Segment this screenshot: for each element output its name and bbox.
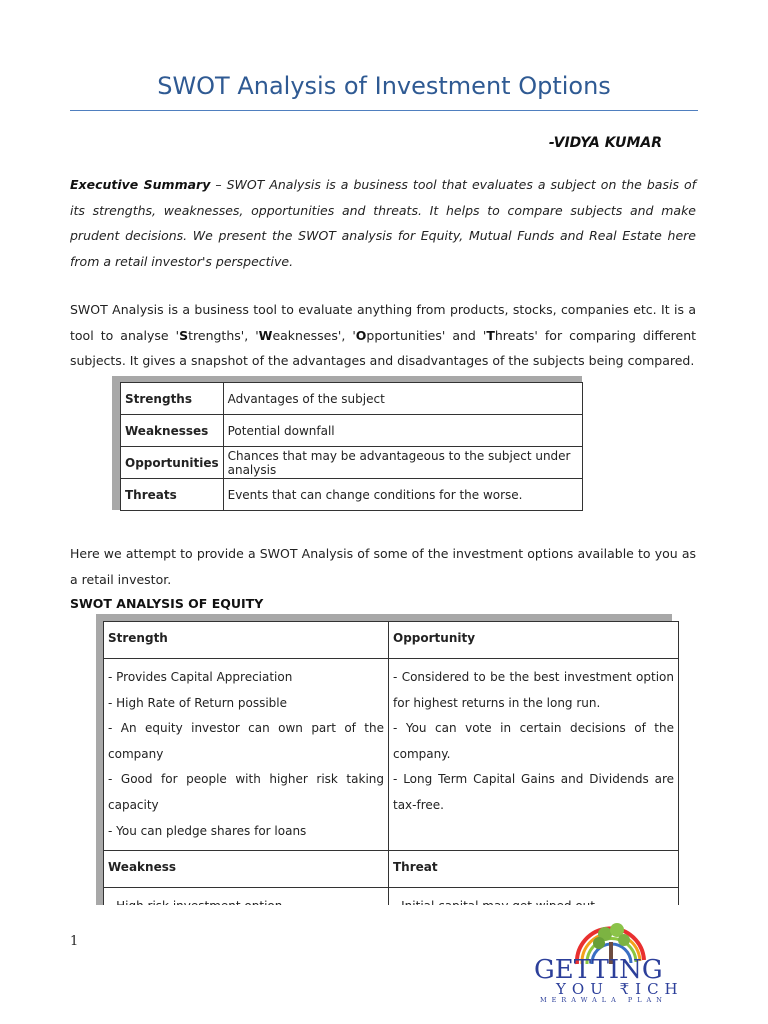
intro-letter-t: T xyxy=(486,327,495,343)
author-name: -VIDYA KUMAR xyxy=(548,135,662,151)
table-row xyxy=(104,659,679,851)
intro-letter-w: W xyxy=(258,327,273,343)
list-item: - High Rate of Return possible xyxy=(108,695,288,710)
definition-desc: Advantages of the subject xyxy=(223,383,582,415)
attempt-paragraph: Here we attempt to provide a SWOT Analysis of some of the investment options available to you as a retail investor. xyxy=(70,546,696,587)
table-row xyxy=(121,447,583,479)
table-row xyxy=(121,479,583,511)
intro-text-w: eaknesses', ' xyxy=(272,327,356,343)
table-row xyxy=(121,383,583,415)
definition-term: Threats xyxy=(121,479,224,511)
intro-text-a: SWOT Analysis is a business tool to evaluate anything from products, stocks, companies etc. It is a tool to analyse ' xyxy=(70,302,696,343)
executive-summary-text: – SWOT Analysis is a business tool that evaluates a subject on the basis of its strengths, weaknesses, opportunities and threats. It helps to compare subjects and make prudent decisions. We present the SWOT analysis for Equity, Mutual Funds and Real Estate here from a retail investor's perspective. xyxy=(70,177,696,269)
table-row xyxy=(121,415,583,447)
list-item: - Long Term Capital Gains and Dividends are tax-free. xyxy=(393,772,674,812)
list-item: - An equity investor can own part of the company xyxy=(108,721,384,761)
page-title: SWOT Analysis of Investment Options xyxy=(157,72,611,100)
threat-header: Threat xyxy=(389,851,679,888)
equity-swot-table xyxy=(103,621,679,927)
intro-text-o: pportunities' and ' xyxy=(366,327,487,343)
list-item: - Provides Capital Appreciation xyxy=(108,670,293,684)
definition-term: Weaknesses xyxy=(121,415,224,447)
executive-summary xyxy=(70,172,696,274)
intro-letter-o: O xyxy=(355,327,367,343)
logo-text-plan: MERAWALA PLAN xyxy=(540,996,667,1004)
definitions-table xyxy=(120,382,583,511)
strength-header: Strength xyxy=(104,622,389,659)
logo-text-getting: GETTING xyxy=(534,955,663,985)
table-row xyxy=(104,622,679,659)
opportunity-header: Opportunity xyxy=(389,622,679,659)
opportunity-cell xyxy=(389,659,679,851)
definition-desc: Chances that may be advantageous to the subject under analysis xyxy=(223,447,582,479)
definition-desc: Potential downfall xyxy=(223,415,582,447)
list-item: - Considered to be the best investment option for highest returns in the long run. xyxy=(393,670,674,710)
definition-term: Opportunities xyxy=(121,447,224,479)
weakness-header: Weakness xyxy=(104,851,389,888)
list-item: - Good for people with higher risk taking capacity xyxy=(108,772,384,812)
equity-heading: SWOT ANALYSIS OF EQUITY xyxy=(70,596,264,611)
swot-intro-paragraph xyxy=(70,297,696,374)
title-divider xyxy=(70,110,698,111)
definition-desc: Events that can change conditions for the worse. xyxy=(223,479,582,511)
intro-text-t: hreats' for comparing different subjects. It gives a snapshot of the advantages and disadvantages of the subjects being compared. xyxy=(70,327,697,369)
definition-term: Strengths xyxy=(121,383,224,415)
page-number: 1 xyxy=(70,934,79,949)
intro-letter-s: S xyxy=(179,327,189,343)
intro-text-s: trengths', ' xyxy=(188,327,259,343)
list-item: - You can vote in certain decisions of the company. xyxy=(393,721,674,761)
executive-summary-label: Executive Summary xyxy=(70,177,211,192)
logo-text-you-rich: YOU ₹ICH xyxy=(556,980,684,998)
table-row xyxy=(104,851,679,888)
list-item: - You can pledge shares for loans xyxy=(108,823,307,838)
strength-cell xyxy=(104,659,389,851)
